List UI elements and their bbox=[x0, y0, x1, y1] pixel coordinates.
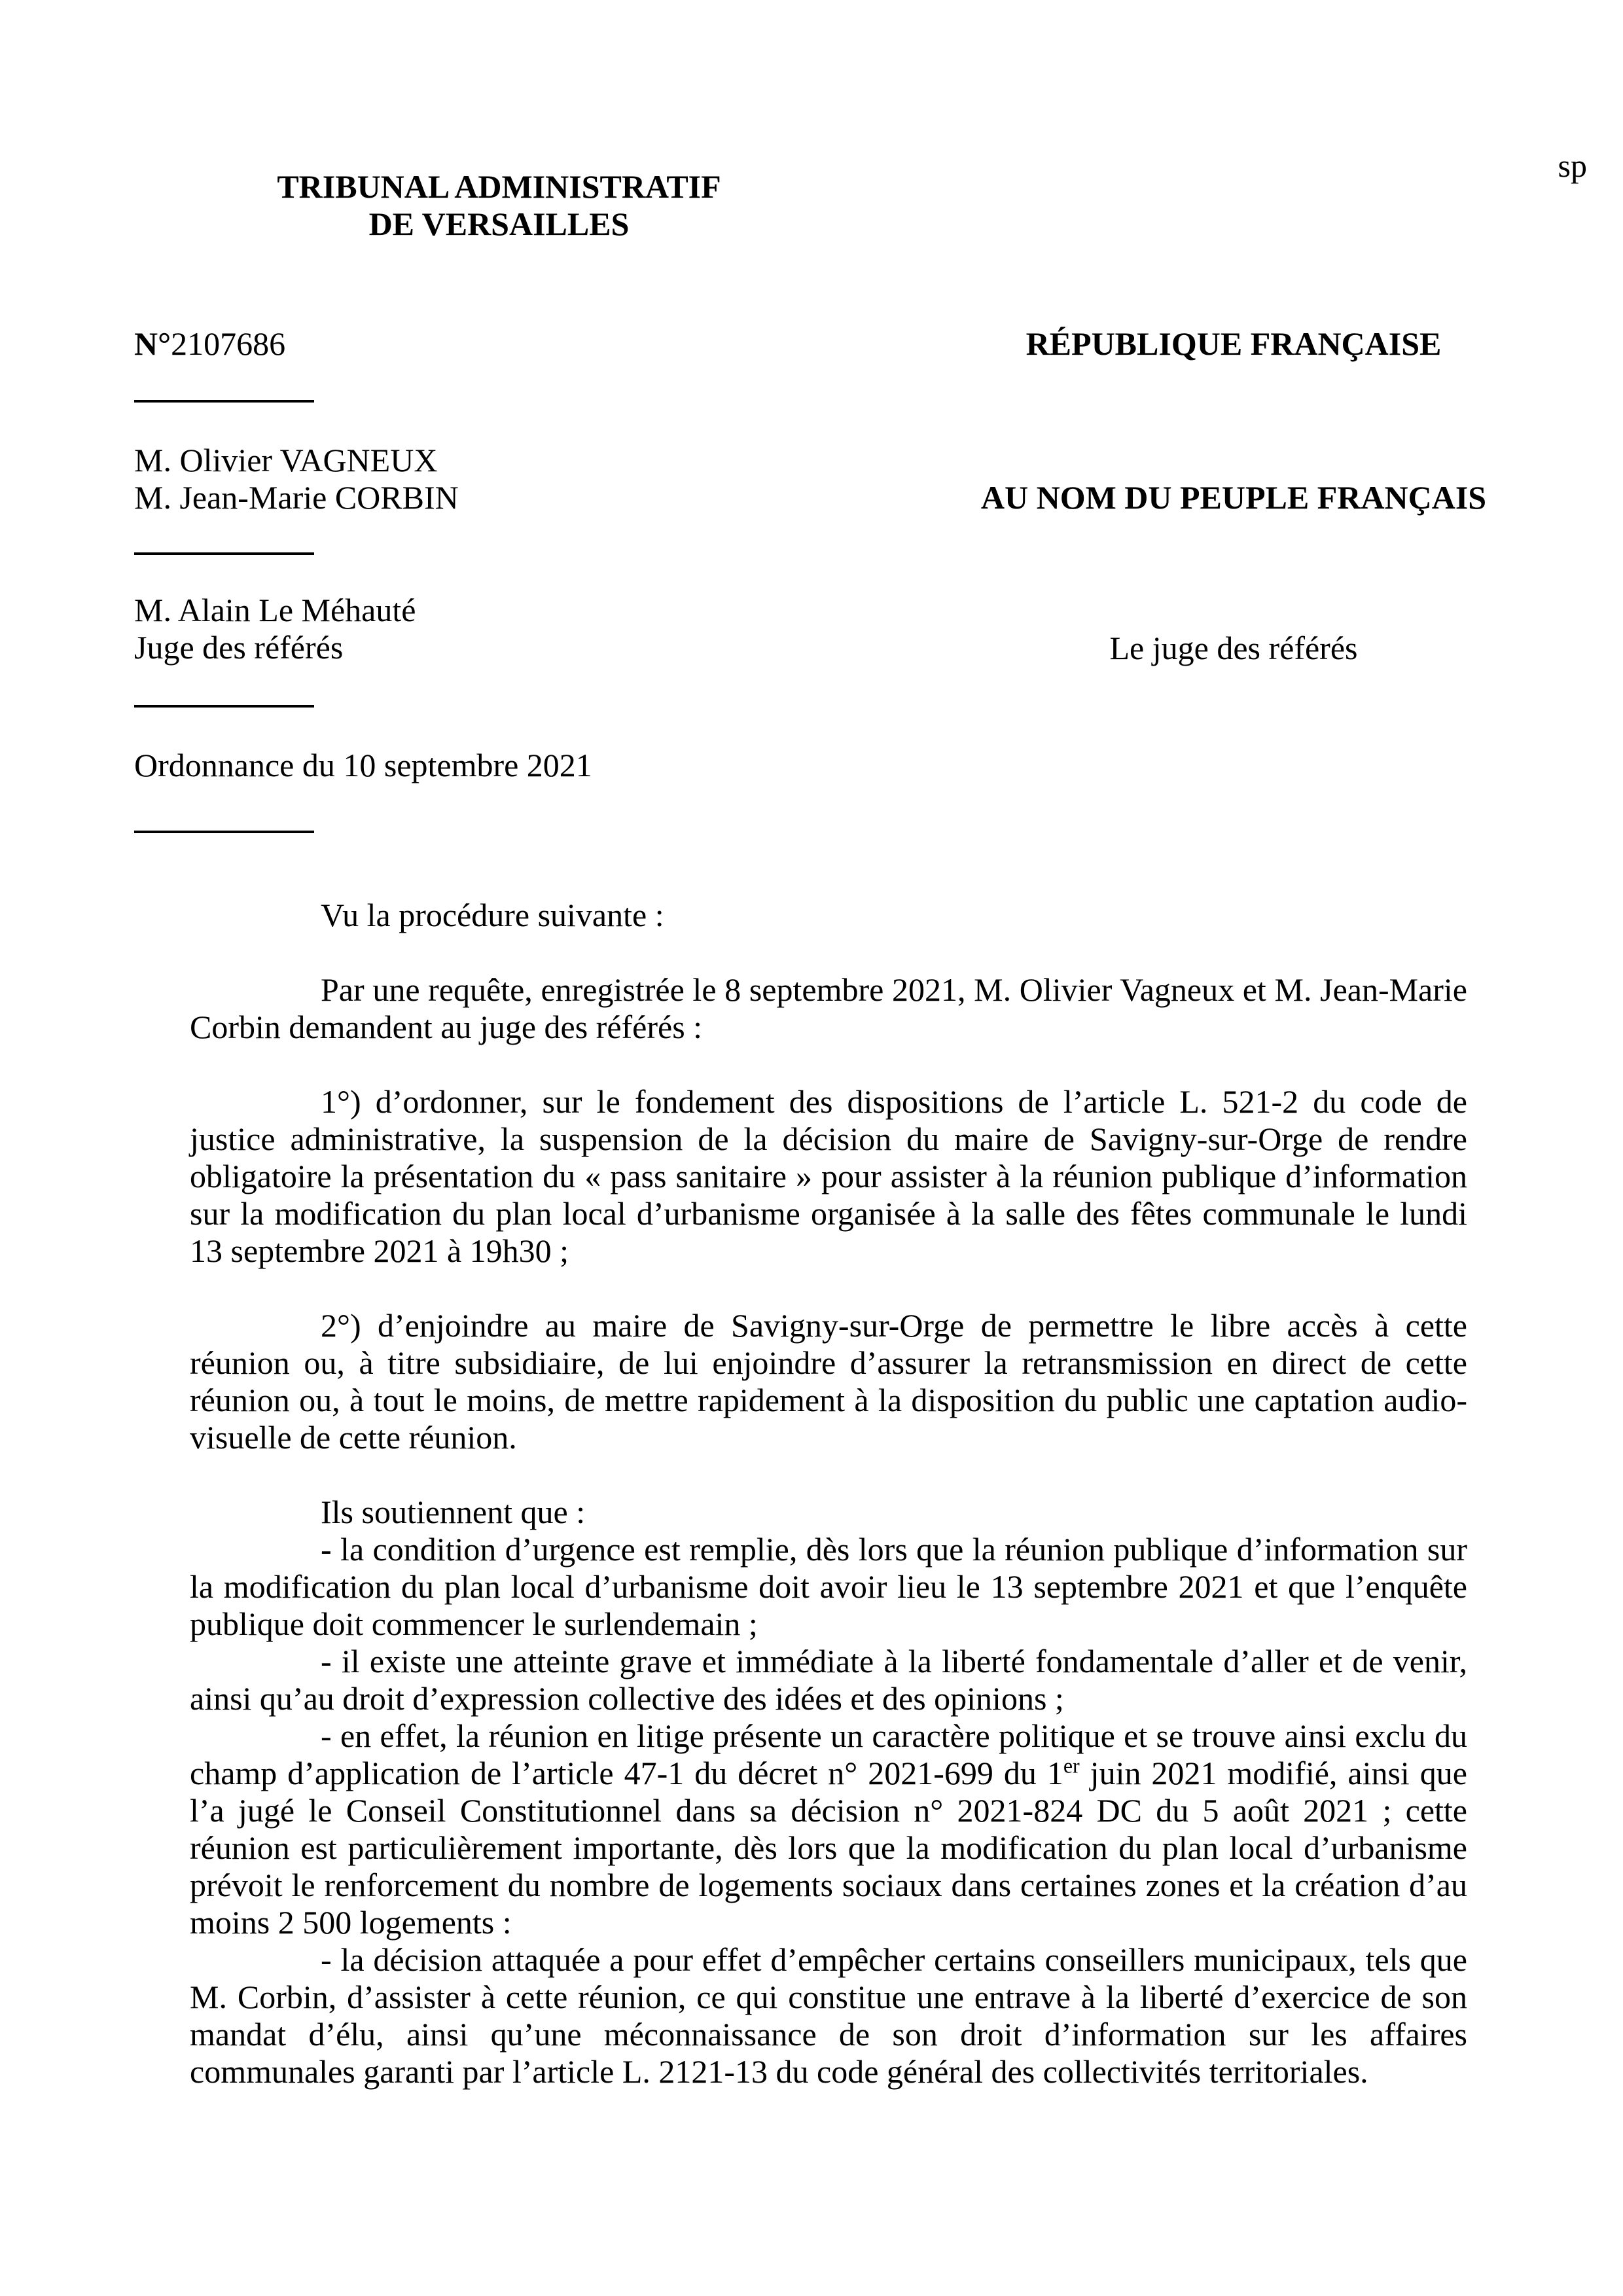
court-name-line1: TRIBUNAL ADMINISTRATIF bbox=[277, 168, 721, 205]
contention-councillors: - la décision attaquée a pour effet d’empêcher certains conseillers municipaux, tels que M. Corbin, d’assister à cette réunion, ce qui constitue une entrave à la liberté d’exercice de son mandat d’élu, ainsi qu’une méconnaissance de son droit d’information sur les affaires communales garanti par l’article L. 2121-13 du code général des collectivités territoriales. bbox=[190, 1941, 1467, 2090]
contention-liberty: - il existe une atteinte grave et immédiate à la liberté fondamentale d’aller et de venir, ainsi qu’au droit d’expression collective des idées et des opinions ; bbox=[190, 1643, 1467, 1717]
ordinal-superscript: er bbox=[1063, 1753, 1080, 1778]
contention-urgency: - la condition d’urgence est remplie, dès lors que la réunion publique d’information sur la modification du plan local d’urbanisme doit avoir lieu le 13 septembre 2021 et que l’enquête publique doit commencer le surlendemain ; bbox=[190, 1531, 1467, 1642]
judge-title: Juge des référés bbox=[134, 629, 344, 666]
party-name: M. Olivier VAGNEUX bbox=[134, 442, 438, 478]
request-point-2: 2°) d’enjoindre au maire de Savigny-sur-Orge de permettre le libre accès à cette réunion ou, à titre subsidiaire, de lui enjoindre d’assurer la retransmission en direct de cette réunion ou, à tout le moins, de mettre rapidement à la disposition du public une captation audio-visuelle de cette réunion. bbox=[190, 1307, 1467, 1456]
request-point-1: 1°) d’ordonner, sur le fondement des dispositions de l’article L. 521-2 du code de justice administrative, la suspension de la décision du maire de Savigny-sur-Orge de rendre obligatoire la présentation du « pass sanitaire » pour assister à la réunion publique d’information sur la modification du plan local d’urbanisme organisée à la salle des fêtes communale le lundi 13 septembre 2021 à 19h30 ; bbox=[190, 1083, 1467, 1269]
separator-line bbox=[134, 831, 314, 833]
separator-line bbox=[134, 705, 314, 708]
in-the-name-heading: AU NOM DU PEUPLE FRANÇAIS bbox=[980, 479, 1487, 516]
right-judge-label: Le juge des référés bbox=[1109, 630, 1358, 666]
separator-line bbox=[134, 552, 314, 555]
separator-line bbox=[134, 400, 314, 403]
parties-block bbox=[134, 442, 459, 516]
court-name bbox=[134, 168, 864, 243]
case-number-prefix: N° bbox=[134, 325, 171, 362]
contentions-intro: Ils soutiennent que : bbox=[321, 1494, 586, 1530]
contention-political-text: juin 2021 modifié, ainsi que l’a jugé le Conseil Constitutionnel dans sa décision n° 2021-824 DC du 5 août 2021 ; cette réunion est particulièrement importante, dès lors que la modification du plan local d’urbanisme prévoit le renforcement du nombre de logements sociaux dans certaines zones et la création d’au moins 2 500 logements : bbox=[190, 1755, 1467, 1941]
corner-mark: sp bbox=[1558, 147, 1587, 184]
procedure-intro: Vu la procédure suivante : bbox=[321, 897, 664, 933]
case-number-value: 2107686 bbox=[171, 325, 286, 362]
contention-political bbox=[190, 1717, 1467, 1941]
contention-political-text: - en effet, la réunion en litige présente un caractère politique et se trouve ainsi exclu du champ d’application de l’article 47-1 du décret n° 2021-699 du 1 bbox=[190, 1717, 1467, 1791]
order-date-line: Ordonnance du 10 septembre 2021 bbox=[134, 747, 592, 783]
case-number bbox=[134, 325, 285, 363]
republic-heading: RÉPUBLIQUE FRANÇAISE bbox=[1026, 325, 1442, 362]
judge-name: M. Alain Le Méhauté bbox=[134, 592, 416, 628]
party-name: M. Jean-Marie CORBIN bbox=[134, 479, 459, 516]
decision-body bbox=[190, 897, 1467, 2090]
judge-block bbox=[134, 592, 416, 666]
court-name-line2: DE VERSAILLES bbox=[368, 206, 630, 242]
request-paragraph: Par une requête, enregistrée le 8 septembre 2021, M. Olivier Vagneux et M. Jean-Marie Corbin demandent au juge des référés : bbox=[190, 971, 1467, 1045]
